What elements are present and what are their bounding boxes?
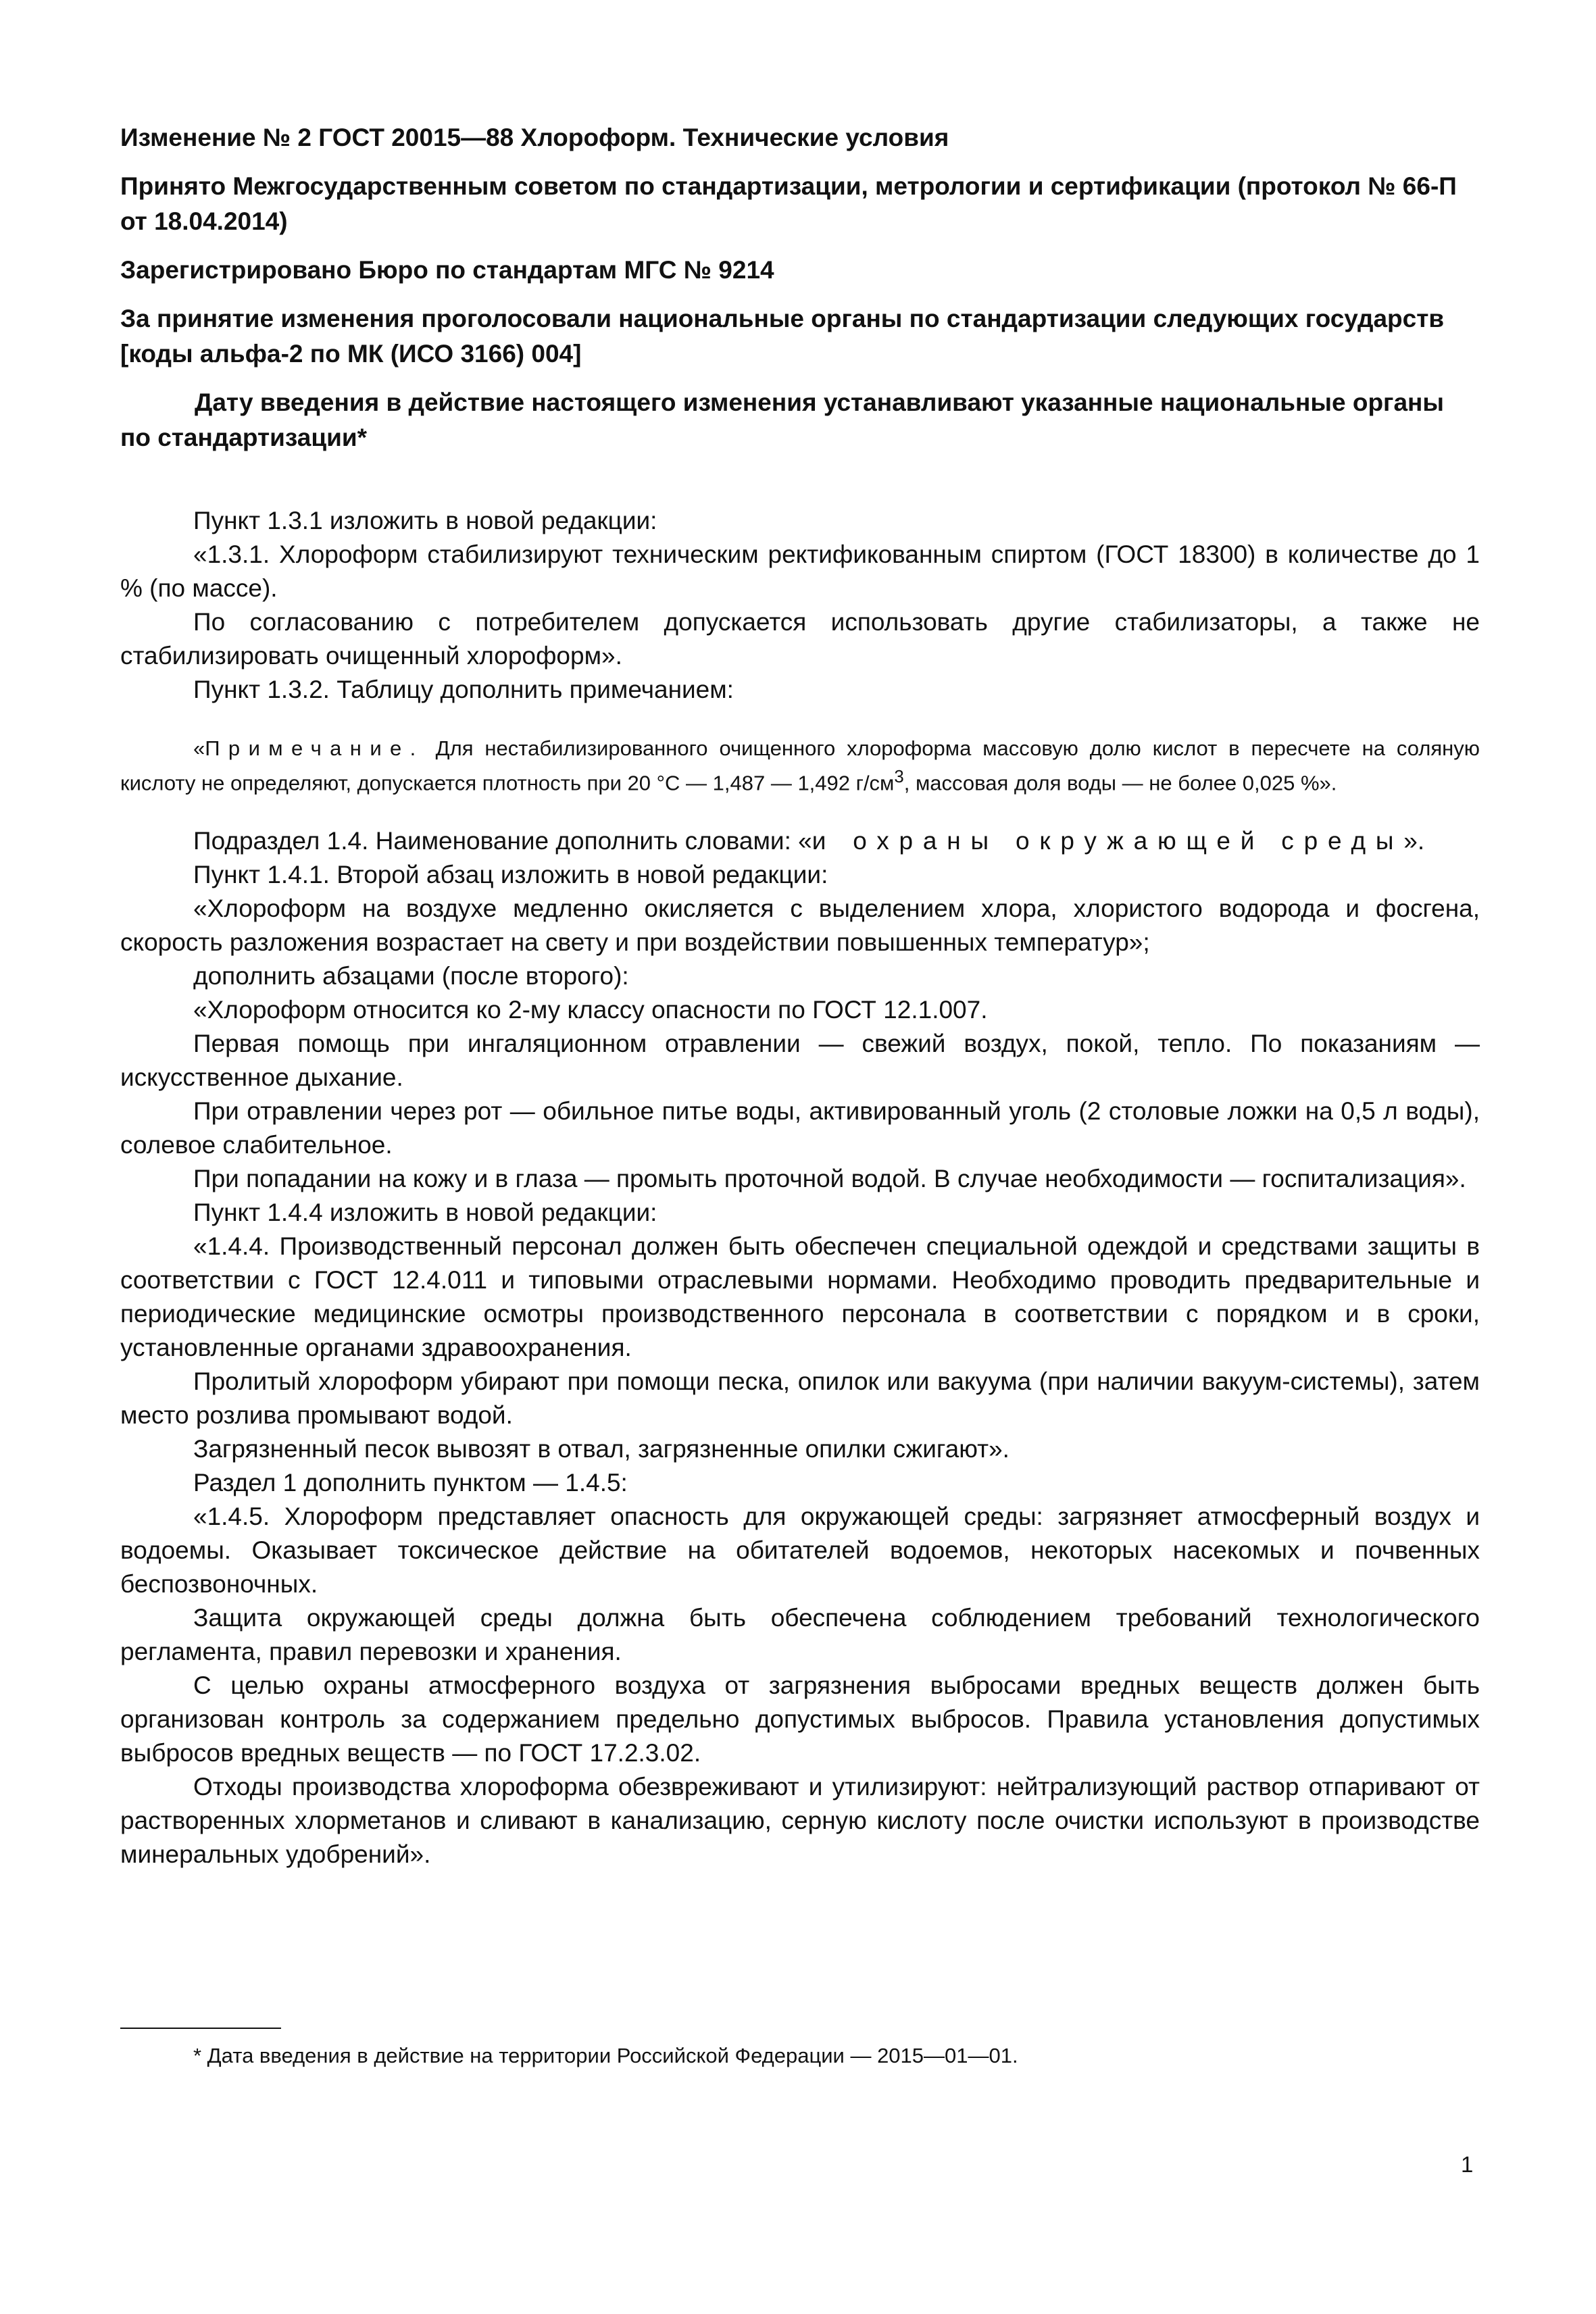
paragraph: Отходы производства хлороформа обезвреживают и утилизируют: нейтрализующий раствор отпаривают от растворенных хлорметанов и сливают в канализацию, серную кислоту после очистки используют в производстве минеральных удобрений». [120,1773,1480,1869]
note-text-end: , массовая доля воды — не более 0,025 %». [903,771,1337,795]
spaced-emphasis: и охраны окружающей среды [812,827,1404,855]
footnote: * Дата введения в действие на территории Российской Федерации — 2015—01—01. [193,2044,1018,2067]
table-note [120,734,1480,797]
paragraph: Пункт 1.4.4 изложить в новой редакции: [193,1199,657,1227]
paragraph: При отравлении через рот — обильное питье воды, активированный уголь (2 столовые ложки на 0,5 л воды), солевое слабительное. [120,1097,1480,1159]
amendment-body [120,504,1480,1871]
footnote-separator [120,2028,281,2029]
note-open-quote: « [193,736,205,760]
paragraph: Раздел 1 дополнить пунктом — 1.4.5: [193,1469,628,1497]
introduction-date-statement: Дату введения в действие настоящего изменения устанавливают указанные национальные органы по стандартизации* [120,388,1444,451]
paragraph: «Хлороформ относится ко 2-му классу опасности по ГОСТ 12.1.007. [193,996,988,1024]
paragraph: «1.3.1. Хлороформ стабилизируют техническим ректификованным спиртом (ГОСТ 18300) в количестве до 1 % (по массе). [120,540,1480,602]
document-page [120,120,1480,1871]
paragraph [120,824,1480,858]
paragraph: Загрязненный песок вывозят в отвал, загрязненные опилки сжигают». [193,1435,1009,1463]
paragraph-text: Подраздел 1.4. Наименование дополнить словами: « [193,827,812,855]
paragraph: дополнить абзацами (после второго): [193,962,629,990]
paragraph: По согласованию с потребителем допускается использовать другие стабилизаторы, а также не стабилизировать очищенный хлороформ». [120,608,1480,670]
paragraph: Первая помощь при ингаляционном отравлении — свежий воздух, покой, тепло. По показаниям — искусственное дыхание. [120,1030,1480,1092]
paragraph: Защита окружающей среды должна быть обеспечена соблюдением требований технологического регламента, правил перевозки и хранения. [120,1604,1480,1666]
paragraph: «Хлороформ на воздухе медленно окисляется с выделением хлора, хлористого водорода и фосгена, скорость разложения возрастает на свету и при воздействии повышенных температур»; [120,895,1480,957]
paragraph: С целью охраны атмосферного воздуха от загрязнения выбросами вредных веществ должен быть организован контроль за содержанием предельно допустимых выбросов. Правила установления допустимых выбросов вредных веществ — по ГОСТ 17.2.3.02. [120,1671,1480,1767]
note-superscript: 3 [894,768,904,786]
accepted-statement: Принято Межгосударственным советом по стандартизации, метрологии и сертификации (протокол № 66-П от 18.04.2014) [120,172,1457,235]
page-number: 1 [1461,2152,1474,2177]
voting-statement: За принятие изменения проголосовали национальные органы по стандартизации следующих государств [коды альфа-2 по МК (ИСО 3166) 004] [120,305,1445,368]
paragraph: Пункт 1.3.1 изложить в новой редакции: [193,507,657,534]
note-text: Для нестабилизированного очищенного хлороформа массовую долю кислот в пересчете на соляную кислоту не определяют, допускается плотность при 20 °С — 1,487 — 1,492 г/см [120,736,1480,795]
paragraph-text-end: ». [1403,827,1425,855]
paragraph: При попадании на кожу и в глаза — промыть проточной водой. В случае необходимости — госпитализация». [193,1165,1466,1193]
registration-statement: Зарегистрировано Бюро по стандартам МГС № 9214 [120,256,774,284]
paragraph: «1.4.4. Производственный персонал должен быть обеспечен специальной одеждой и средствами защиты в соответствии с ГОСТ 12.4.011 и типовыми отраслевыми нормами. Необходимо проводить предварительные и периодические медицинские осмотры производственного персонала в соответствии с порядком и в сроки, установленные органами здравоохранения. [120,1232,1480,1362]
paragraph: Пункт 1.4.1. Второй абзац изложить в новой редакции: [193,861,828,889]
paragraph: «1.4.5. Хлороформ представляет опасность для окружающей среды: загрязняет атмосферный воздух и водоемы. Оказывает токсическое действие на обитателей водоемов, некоторых насекомых и почвенных беспозвоночных. [120,1503,1480,1599]
paragraph: Пункт 1.3.2. Таблицу дополнить примечанием: [193,676,734,703]
paragraph: Пролитый хлороформ убирают при помощи песка, опилок или вакуума (при наличии вакуум-системы), затем место розлива промывают водой. [120,1367,1480,1430]
document-title: Изменение № 2 ГОСТ 20015—88 Хлороформ. Технические условия [120,124,949,151]
note-label: Примечание. [205,736,424,760]
